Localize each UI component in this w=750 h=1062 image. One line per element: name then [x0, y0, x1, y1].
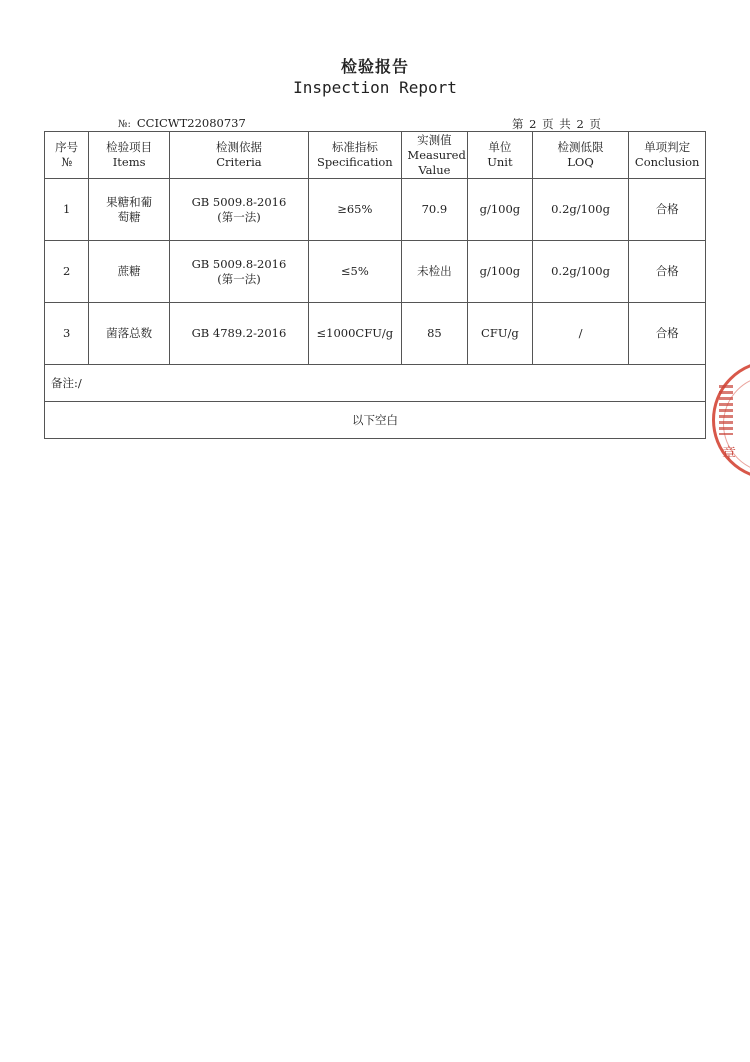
header-cell-measured: 实测值 Measured Value: [401, 132, 468, 179]
remark-row: [45, 365, 706, 402]
seal-char: 章: [722, 446, 736, 462]
cell-measured: 未检出: [401, 241, 468, 303]
seal-text-marks: [719, 385, 733, 435]
table-row: [45, 303, 706, 365]
header-cell-criteria: 检测依据 Criteria: [169, 132, 308, 179]
cell-unit: g/100g: [468, 179, 532, 241]
cell-loq: /: [532, 303, 629, 365]
cell-criteria: GB 5009.8-2016 (第一法): [169, 241, 308, 303]
cell-unit: CFU/g: [468, 303, 532, 365]
report-title-en: Inspection Report: [293, 78, 457, 97]
header-cell-unit: 单位 Unit: [468, 132, 532, 179]
cell-conclusion: 合格: [629, 241, 706, 303]
table-row: [45, 241, 706, 303]
cell-criteria: GB 5009.8-2016 (第一法): [169, 179, 308, 241]
cell-no: 3: [45, 303, 89, 365]
cell-measured: 70.9: [401, 179, 468, 241]
remark-cell: 备注:/: [45, 365, 706, 402]
cell-criteria: GB 4789.2-2016: [169, 303, 308, 365]
cell-item: 果糖和葡萄糖: [89, 179, 170, 241]
cell-loq: 0.2g/100g: [532, 241, 629, 303]
cell-no: 1: [45, 179, 89, 241]
cell-conclusion: 合格: [629, 303, 706, 365]
report-number: [118, 116, 246, 130]
header-cell-loq: 检测低限 LOQ: [532, 132, 629, 179]
header-cell-items: 检验项目 Items: [89, 132, 170, 179]
cell-spec: ≤5%: [308, 241, 401, 303]
cell-measured: 85: [401, 303, 468, 365]
table-header-row: [45, 132, 706, 179]
official-seal: [712, 360, 750, 480]
report-title-cn: 检验报告: [340, 57, 409, 76]
report-number-label: №:: [118, 119, 131, 130]
blank-note: 以下空白: [45, 402, 706, 439]
report-number-value: CCICWT22080737: [136, 116, 246, 130]
cell-item: 菌落总数: [89, 303, 170, 365]
table-row: [45, 179, 706, 241]
cell-spec: ≥65%: [308, 179, 401, 241]
inspection-table: [44, 131, 706, 439]
blank-row: [45, 402, 706, 439]
cell-no: 2: [45, 241, 89, 303]
cell-conclusion: 合格: [629, 179, 706, 241]
header-cell-no: 序号 №: [45, 132, 89, 179]
header-cell-conclusion: 单项判定 Conclusion: [629, 132, 706, 179]
header-cell-specification: 标准指标 Specification: [308, 132, 401, 179]
cell-spec: ≤1000CFU/g: [308, 303, 401, 365]
page-info: 第 2 页 共 2 页: [512, 117, 601, 131]
cell-loq: 0.2g/100g: [532, 179, 629, 241]
cell-item: 蔗糖: [89, 241, 170, 303]
cell-unit: g/100g: [468, 241, 532, 303]
